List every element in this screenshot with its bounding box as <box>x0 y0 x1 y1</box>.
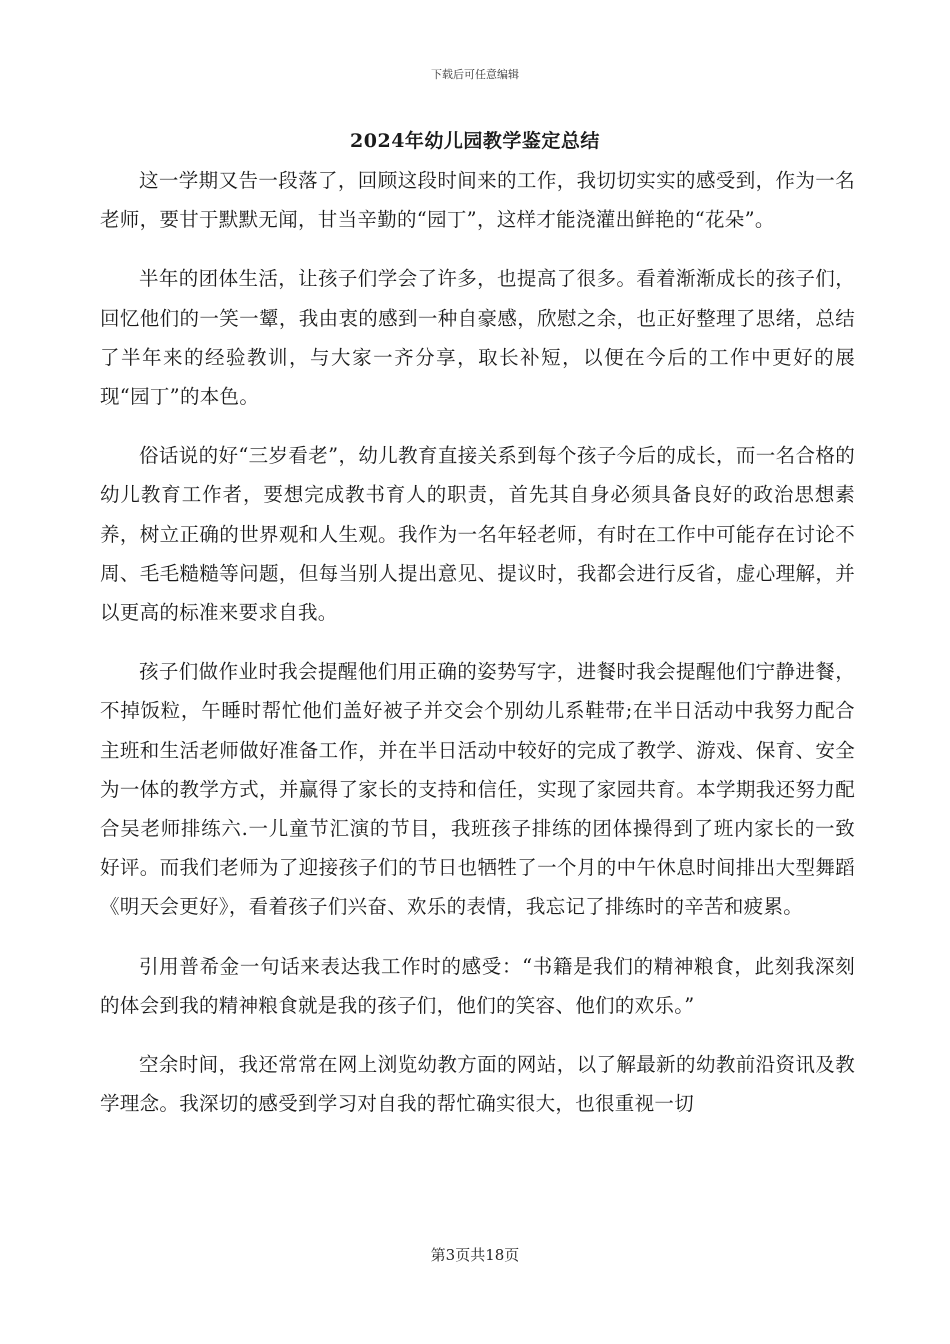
paragraph: 半年的团体生活，让孩子们学会了许多，也提高了很多。看着渐渐成长的孩子们，回忆他们的一笑一颦，我由衷的感到一种自豪感，欣慰之余，也正好整理了思绪，总结了半年来的经验教训，与大家一齐分享，取长补短，以便在今后的工作中更好的展现“园丁”的本色。 <box>100 267 855 409</box>
document-title: 2024年幼儿园教学鉴定总结 <box>350 130 600 152</box>
paragraph: 孩子们做作业时我会提醒他们用正确的姿势写字，进餐时我会提醒他们宁静进餐，不掉饭粒，午睡时帮忙他们盖好被子并交会个别幼儿系鞋带;在半日活动中我努力配合主班和生活老师做好准备工作，并在半日活动中较好的完成了教学、游戏、保育、安全为一体的教学方式，并赢得了家长的支持和信任，实现了家园共育。本学期我还努力配合吴老师排练六.一儿童节汇演的节目，我班孩子排练的团体操得到了班内家长的一致好评。而我们老师为了迎接孩子们的节日也牺牲了一个月的中午休息时间排出大型舞蹈《明天会更好》，看着孩子们兴奋、欢乐的表情，我忘记了排练时的辛苦和疲累。 <box>100 660 855 919</box>
paragraph: 引用普希金一句话来表达我工作时的感受：“书籍是我们的精神粮食，此刻我深刻的体会到我的精神粮食就是我的孩子们，他们的笑容、他们的欢乐。” <box>100 954 855 1017</box>
paragraph: 这一学期又告一段落了，回顾这段时间来的工作，我切切实实的感受到，作为一名老师，要甘于默默无闻，甘当辛勤的“园丁”，这样才能浇灌出鲜艳的“花朵”。 <box>100 169 855 232</box>
paragraph: 俗话说的好“三岁看老”，幼儿教育直接关系到每个孩子今后的成长，而一名合格的幼儿教育工作者，要想完成教书育人的职责，首先其自身必须具备良好的政治思想素养，树立正确的世界观和人生观。我作为一名年轻老师，有时在工作中可能存在讨论不周、毛毛糙糙等问题，但每当别人提出意见、提议时，我都会进行反省，虚心理解，并以更高的标准来要求自我。 <box>100 444 855 625</box>
paragraph: 空余时间，我还常常在网上浏览幼教方面的网站，以了解最新的幼教前沿资讯及教学理念。我深切的感受到学习对自我的帮忙确实很大，也很重视一切 <box>100 1053 855 1116</box>
page-number: 第3页共18页 <box>430 1246 520 1264</box>
document-body <box>100 161 855 1143</box>
header-note: 下载后可任意编辑 <box>431 68 519 81</box>
